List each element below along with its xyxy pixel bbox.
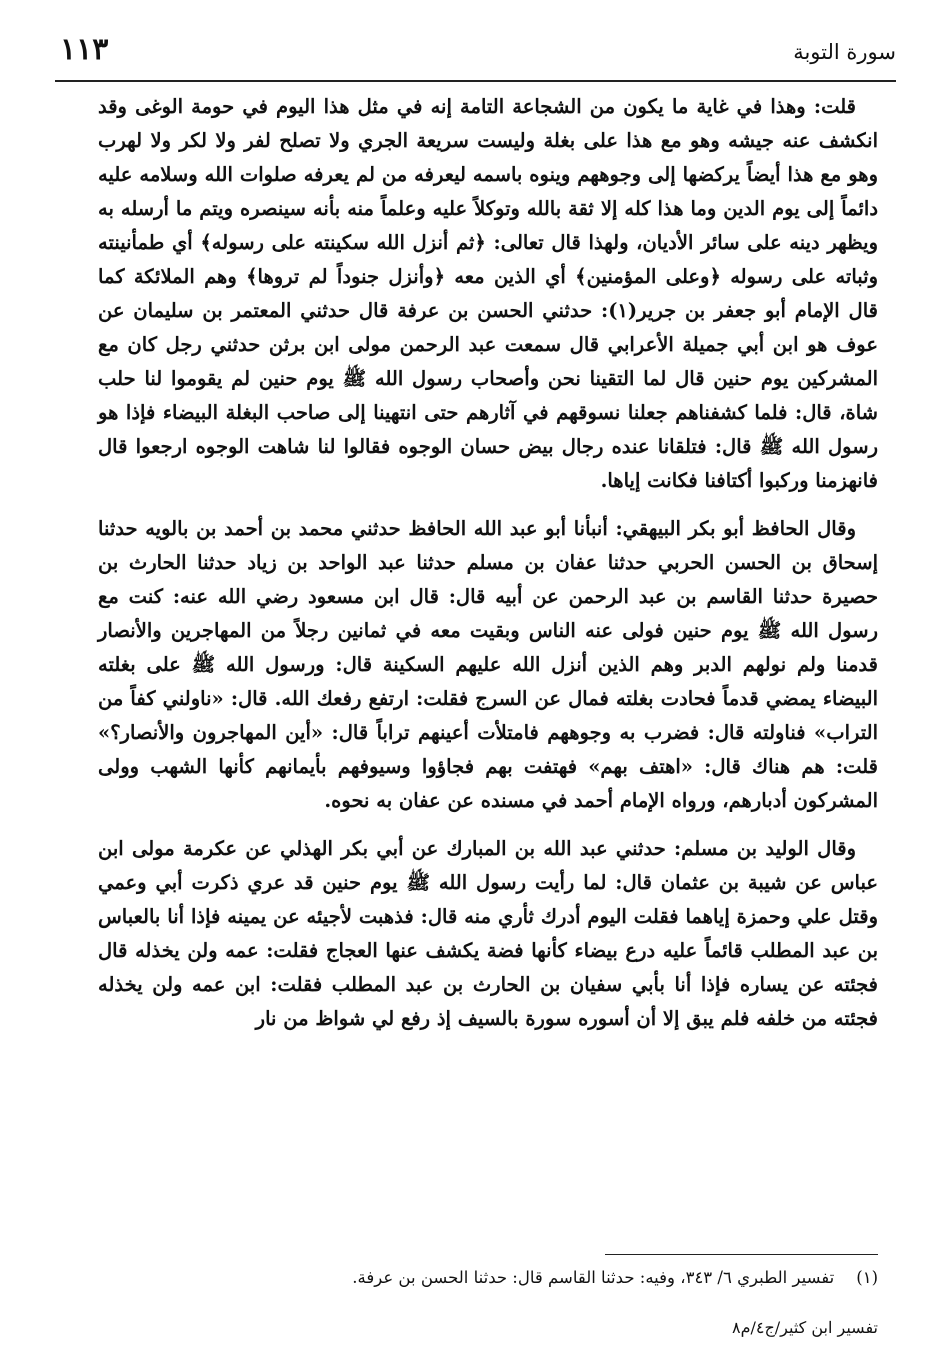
- page-number: ١١٣: [60, 32, 109, 67]
- page-header: [60, 32, 896, 82]
- footnote-divider: [605, 1254, 878, 1255]
- paragraph-3: وقال الوليد بن مسلم: حدثني عبد الله بن المبارك عن أبي بكر الهذلي عن عكرمة مولى ابن عباس عن شيبة بن عثمان قال: لما رأيت رسول الله ﷺ يوم حنين قد عري ذكرت أبي وعمي وقتل علي وحمزة إياهما فقلت اليوم أدرك ثأري منه قال: فذهبت لأجيئه عن يمينه فإذا أنا بالعباس بن عبد المطلب قائماً عليه درع بيضاء كأنها فضة يكشف عنها العجاج فقلت: عمه ولن يخذله قال فجئته عن يساره فإذا أنا بأبي سفيان بن الحارث بن عبد المطلب فقلت: ابن عمه ولن يخذله فجئته من خلفه فلم يبق إلا أن أسوره سورة بالسيف إذ رفع لي شواظ من نار: [98, 837, 878, 1030]
- footnote: [98, 1264, 878, 1292]
- surah-title: سورة التوبة: [793, 40, 896, 64]
- page-signature: تفسير ابن كثير/ج٤/م٨: [731, 1318, 878, 1337]
- header-divider: [55, 80, 896, 82]
- footnote-text: تفسير الطبري ٦/ ٣٤٣، وفيه: حدثنا القاسم قال: حدثنا الحسن بن عرفة.: [352, 1268, 835, 1287]
- paragraph-1: قلت: وهذا في غاية ما يكون من الشجاعة التامة إنه في مثل هذا اليوم في حومة الوغى وقد انكشف عنه جيشه وهو مع هذا على بغلة وليست سريعة الجري ولا تصلح لفر ولا لكر ولا لهرب وهو مع هذا أيضاً يركضها إلى وجوههم وينوه باسمه ليعرفه من لم يعرفه صلوات الله وسلامه عليه دائماً إلى يوم الدين وما هذا كله إلا ثقة بالله وتوكلاً عليه وعلماً منه بأنه سينصره ويتم ما أرسله به ويظهر دينه على سائر الأديان، ولهذا قال تعالى: ﴿ثم أنزل الله سكينته على رسوله﴾ أي طمأنينته وثباته على رسوله ﴿وعلى المؤمنين﴾ أي الذين معه ﴿وأنزل جنوداً لم تروها﴾ وهم الملائكة كما قال الإمام أبو جعفر بن جرير(١): حدثني الحسن بن عرفة قال حدثني المعتمر بن سليمان عن عوف هو ابن أبي جميلة الأعرابي قال سمعت عبد الرحمن مولى ابن برثن حدثني رجل كان مع المشركين يوم حنين قال لما التقينا نحن وأصحاب رسول الله ﷺ يوم حنين لم يقوموا لنا حلب شاة، قال: فلما كشفناهم جعلنا نسوقهم في آثارهم حتى انتهينا إلى صاحب البغلة البيضاء فإذا هو رسول الله ﷺ قال: فتلقانا عنده رجال بيض حسان الوجوه فقالوا لنا شاهت الوجوه ارجعوا قال فانهزمنا وركبوا أكتافنا فكانت إياها.: [98, 95, 878, 492]
- footnote-marker: (١): [856, 1268, 878, 1287]
- body-text: [98, 90, 878, 1036]
- paragraph-2: وقال الحافظ أبو بكر البيهقي: أنبأنا أبو عبد الله الحافظ حدثني محمد بن أحمد بن بالويه حدثنا إسحاق بن الحسن الحربي حدثنا عفان بن مسلم حدثنا عبد الواحد بن زياد حدثنا الحارث بن حصيرة حدثنا القاسم بن عبد الرحمن عن أبيه قال: قال ابن مسعود رضي الله عنه: كنت مع رسول الله ﷺ يوم حنين فولى عنه الناس وبقيت معه في ثمانين رجلاً من المهاجرين والأنصار قدمنا ولم نولهم الدبر وهم الذين أنزل الله عليهم السكينة قال: ورسول الله ﷺ على بغلته البيضاء يمضي قدماً فحادت بغلته فمال عن السرج فقلت: ارتفع رفعك الله. قال: «ناولني كفاً من التراب» فناولته قال: فضرب به وجوههم فامتلأت أعينهم تراباً قال: «أين المهاجرون والأنصار؟» قلت: هم هناك قال: «اهتف بهم» فهتفت بهم فجاؤوا وسيوفهم بأيمانهم كأنها الشهب وولى المشركون أدبارهم، ورواه الإمام أحمد في مسنده عن عفان به نحوه.: [98, 517, 878, 812]
